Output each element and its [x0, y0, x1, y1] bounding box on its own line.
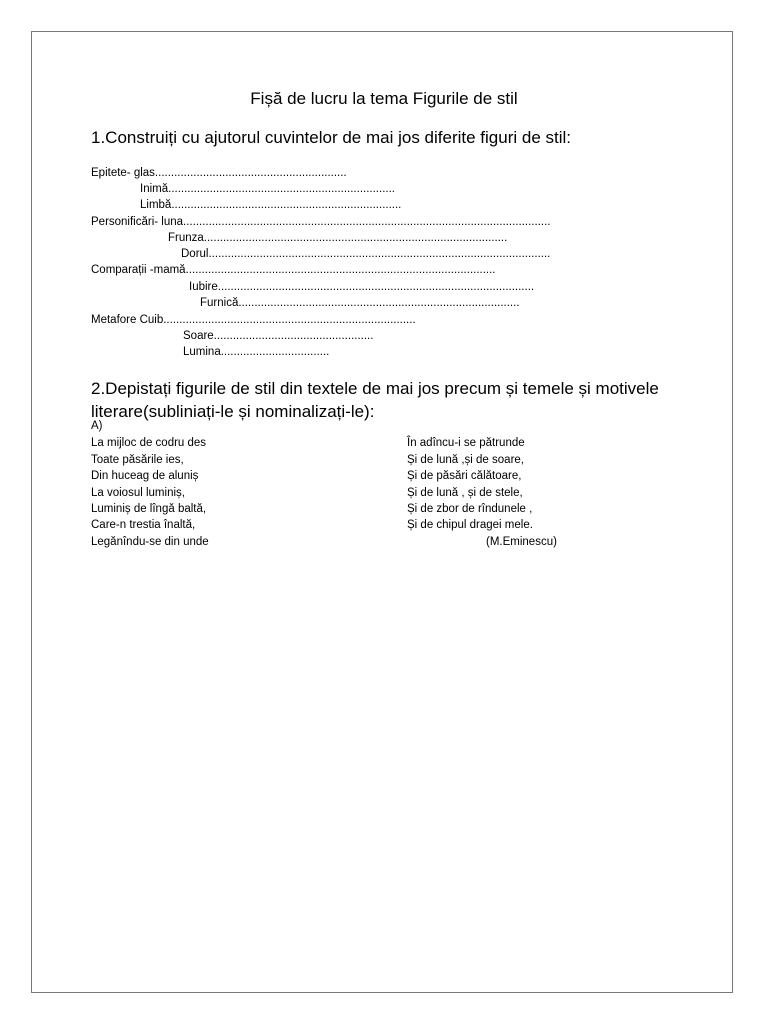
- task1-line-frunza: Frunza...............................................................................................: [168, 232, 508, 244]
- task1-line-epitete: Epitete- glas............................................................: [91, 167, 347, 179]
- task1-line-comparatii: Comparații -mamă.................................................................................................: [91, 264, 496, 276]
- task1-line-soare: Soare..................................................: [183, 330, 374, 342]
- poem-right-line: Și de păsări călătoare,: [407, 470, 522, 482]
- task1-line-metafore: Metafore Cuib...............................................................................: [91, 314, 416, 326]
- poem-left-line: Din huceag de aluniș: [91, 470, 199, 482]
- task2-heading-line1: 2.Depistați figurile de stil din textele de mai jos precum și temele și motivele: [91, 379, 659, 398]
- poem-left-line: Care-n trestia înaltă,: [91, 519, 196, 531]
- poem-author: (M.Eminescu): [486, 536, 557, 548]
- task1-line-limba: Limbă........................................................................: [140, 199, 402, 211]
- poem-left-line: La voiosul luminiș,: [91, 487, 185, 499]
- poem-left-line: Toate păsările ies,: [91, 454, 184, 466]
- task1-line-lumina: Lumina..................................: [183, 346, 330, 358]
- task1-line-personificari: Personificări- luna...................................................................................................................: [91, 216, 551, 228]
- task1-line-dorul: Dorul...........................................................................................................: [181, 248, 551, 260]
- poem-right-line: În adîncu-i se pătrunde: [407, 437, 525, 449]
- task2-heading-line2: literare(subliniați-le și nominalizați-le):: [91, 402, 375, 421]
- poem-left-line: Legănîndu-se din unde: [91, 536, 209, 548]
- worksheet-title: Fișă de lucru la tema Figurile de stil: [250, 89, 518, 108]
- poem-right-line: Și de lună , și de stele,: [407, 487, 523, 499]
- poem-right-line: Și de zbor de rîndunele ,: [407, 503, 533, 515]
- poem-right-line: Și de lună ,și de soare,: [407, 454, 524, 466]
- task1-line-inima: Inimă.......................................................................: [140, 183, 395, 195]
- poem-left-line: Luminiș de lîngă baltă,: [91, 503, 207, 515]
- poem-left-line: La mijloc de codru des: [91, 437, 207, 449]
- task1-heading: 1.Construiți cu ajutorul cuvintelor de mai jos diferite figuri de stil:: [91, 128, 571, 147]
- task2-label: A): [91, 420, 103, 432]
- task1-line-iubire: Iubire...................................................................................................: [189, 281, 535, 293]
- task1-line-furnica: Furnică........................................................................................: [200, 297, 520, 309]
- poem-right-line: Și de chipul dragei mele.: [407, 519, 533, 531]
